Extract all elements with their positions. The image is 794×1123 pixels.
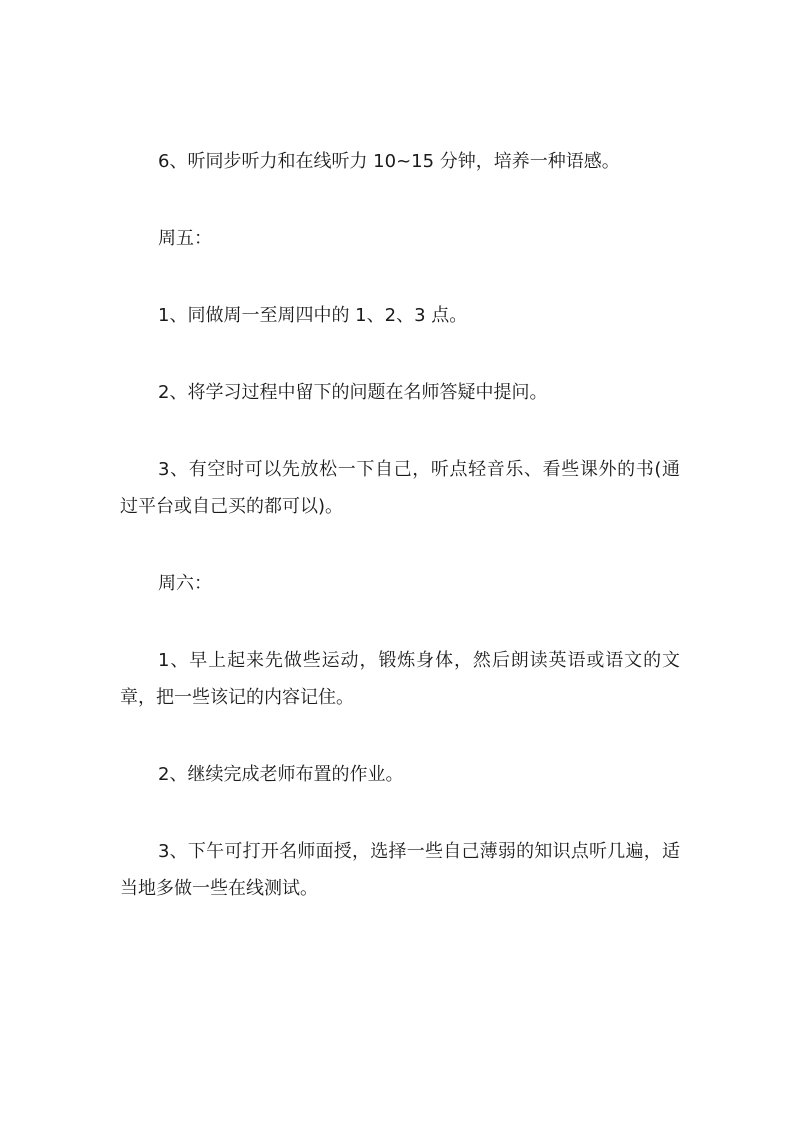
paragraph-saturday-1: 1、早上起来先做些运动，锻炼身体，然后朗读英语或语文的文章，把一些该记的内容记住。 (120, 650, 680, 708)
paragraph-listening: 6、听同步听力和在线听力 10~15 分钟，培养一种语感。 (158, 151, 620, 172)
heading-friday: 周五： (158, 228, 212, 249)
document-body (120, 143, 680, 947)
heading-saturday: 周六： (158, 573, 212, 594)
paragraph-friday-1: 1、同做周一至周四中的 1、2、3 点。 (158, 305, 468, 326)
paragraph-saturday-2: 2、继续完成老师布置的作业。 (158, 764, 404, 785)
paragraph-friday-2: 2、将学习过程中留下的问题在名师答疑中提问。 (158, 382, 548, 403)
paragraph-saturday-3: 3、下午可打开名师面授，选择一些自己薄弱的知识点听几遍，适当地多做一些在线测试。 (120, 841, 680, 899)
paragraph-friday-3: 3、有空时可以先放松一下自己，听点轻音乐、看些课外的书(通过平台或自己买的都可以)。 (120, 459, 680, 517)
